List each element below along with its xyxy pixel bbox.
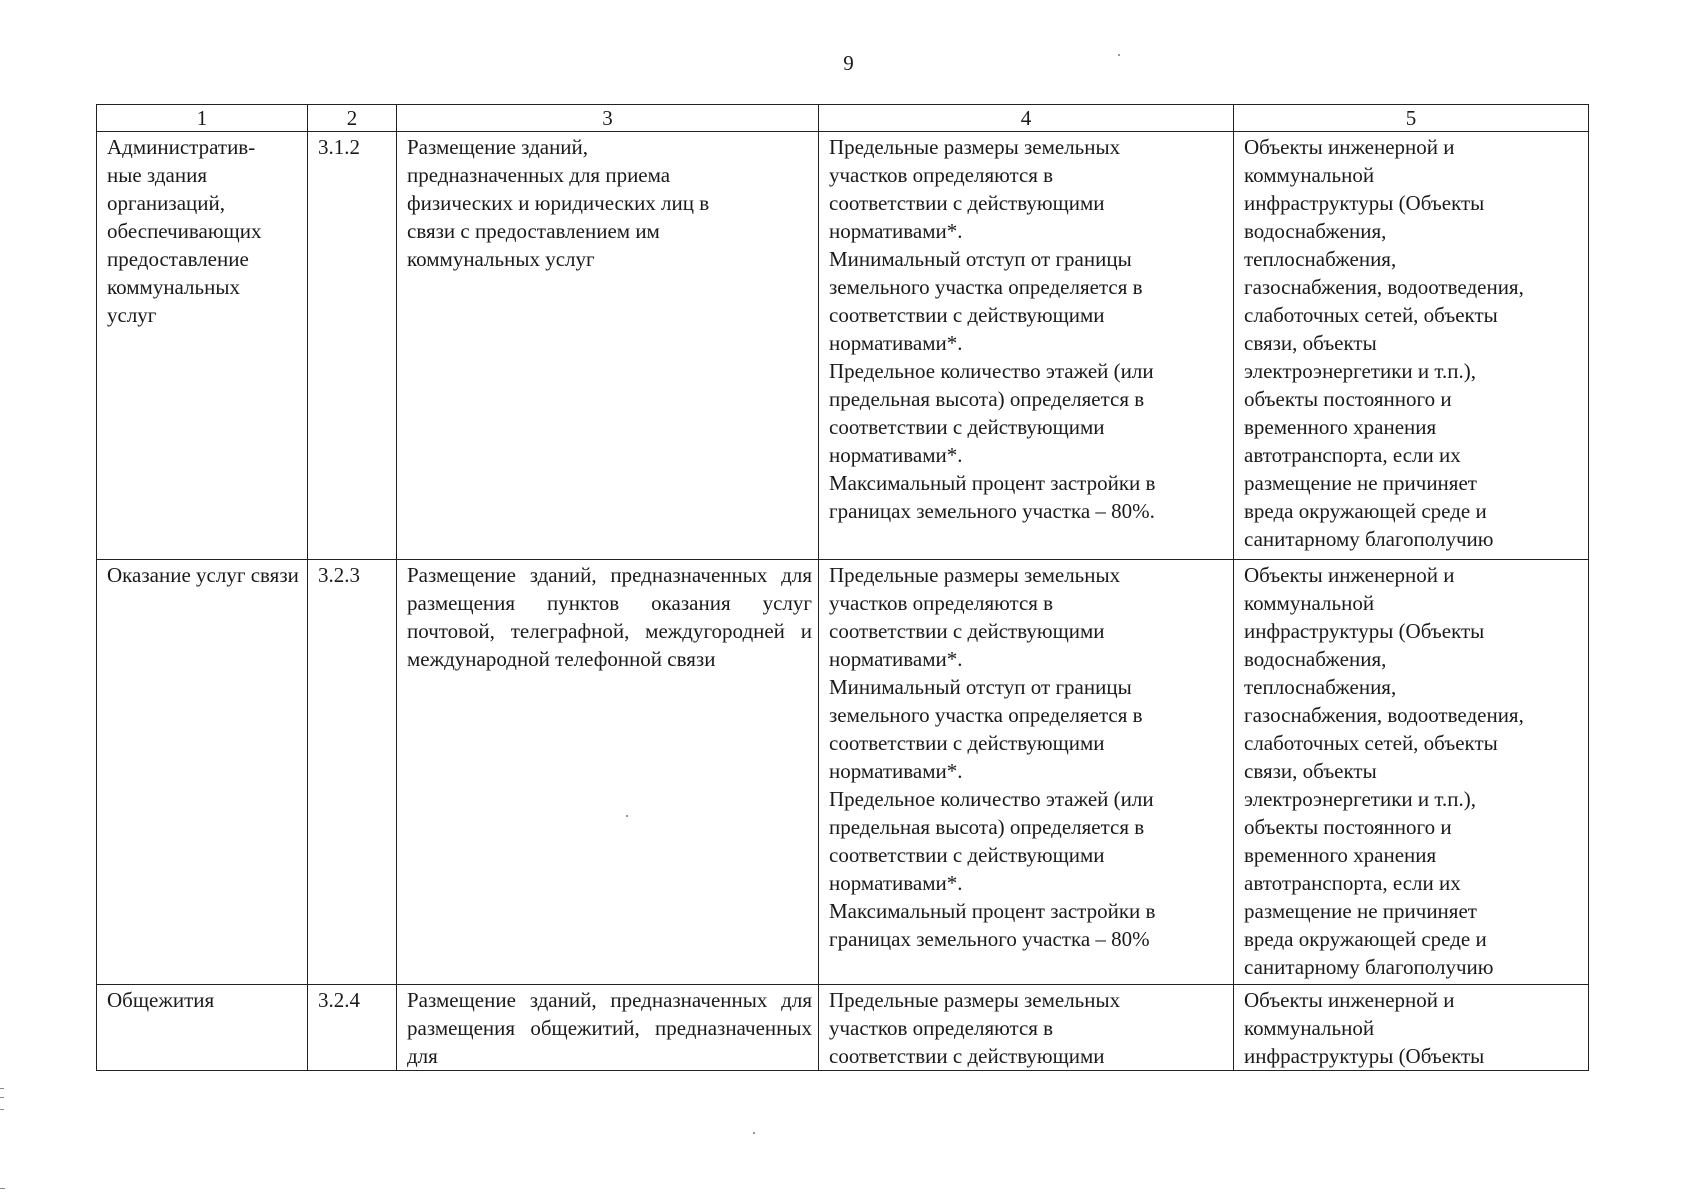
auxiliary-uses-text: Объекты инженерной и коммунальной инфраструктуры (Объекты водоснабжения, теплоснабжения, газоснабжения, водоотведения, слаботочных сетей, объекты связи, объекты электроэнергетики и т.п.), объекты постоянного и временного хранения автотранспорта, если их размещение не причиняет вреда окружающей среде и санитарному благополучию xyxy=(1244,563,1524,979)
scan-speck xyxy=(1118,54,1120,56)
auxiliary-uses-cell xyxy=(1234,132,1589,560)
page-number: 9 xyxy=(843,51,854,75)
use-description-cell xyxy=(397,132,819,560)
use-code: 3.1.2 xyxy=(318,135,360,159)
scan-speck xyxy=(626,815,628,817)
use-description-cell xyxy=(397,985,819,1071)
parameters-cell xyxy=(819,985,1234,1071)
header-col-2: 2 xyxy=(308,105,397,132)
use-description-cell xyxy=(397,560,819,985)
parameters-text: Предельные размеры земельных участков определяются в соответствии с действующими xyxy=(829,988,1121,1068)
header-col-4: 4 xyxy=(819,105,1234,132)
scan-margin-marks xyxy=(0,1088,4,1110)
use-description: Размещение зданий, предназначенных для размещения общежитий, предназначенных для xyxy=(407,988,812,1068)
table-row xyxy=(97,132,1589,560)
use-description: Размещение зданий, предназначенных для приема физических и юридических лиц в связи с предоставлением им коммунальных услуг xyxy=(407,135,710,271)
table-header-row xyxy=(97,105,1589,132)
use-description: Размещение зданий, предназначенных для размещения пунктов оказания услуг почтовой, телеграфной, междугородней и международной телефонной связи xyxy=(407,563,812,671)
use-name: Административ- ные здания организаций, обеспечивающих предоставление коммунальных услуг xyxy=(107,135,262,327)
header-col-3: 3 xyxy=(397,105,819,132)
use-name-cell xyxy=(97,560,308,985)
scan-margin-dash xyxy=(0,1188,5,1189)
use-code-cell xyxy=(308,560,397,985)
use-name: Оказание услуг связи xyxy=(107,563,299,587)
auxiliary-uses-cell xyxy=(1234,985,1589,1071)
table-row xyxy=(97,560,1589,985)
use-code: 3.2.3 xyxy=(318,563,360,587)
use-name: Общежития xyxy=(107,988,215,1012)
auxiliary-uses-text: Объекты инженерной и коммунальной инфраструктуры (Объекты xyxy=(1244,988,1485,1068)
parameters-cell xyxy=(819,560,1234,985)
parameters-text: Предельные размеры земельных участков определяются в соответствии с действующими нормативами*. Минимальный отступ от границы земельного участка определяется в соответствии с действующими нормативами*. Предельное количество этажей (или предельная высота) определяется в соответствии с действующими нормативами*. Максимальный процент застройки в границах земельного участка – 80%. xyxy=(829,135,1156,523)
use-name-cell xyxy=(97,132,308,560)
use-code-cell xyxy=(308,132,397,560)
use-code: 3.2.4 xyxy=(318,988,360,1012)
table-row xyxy=(97,985,1589,1071)
header-col-1: 1 xyxy=(97,105,308,132)
auxiliary-uses-text: Объекты инженерной и коммунальной инфраструктуры (Объекты водоснабжения, теплоснабжения, газоснабжения, водоотведения, слаботочных сетей, объекты связи, объекты электроэнергетики и т.п.), объекты постоянного и временного хранения автотранспорта, если их размещение не причиняет вреда окружающей среде и санитарному благополучию xyxy=(1244,135,1524,551)
parameters-text: Предельные размеры земельных участков определяются в соответствии с действующими нормативами*. Минимальный отступ от границы земельного участка определяется в соответствии с действующими нормативами*. Предельное количество этажей (или предельная высота) определяется в соответствии с действующими нормативами*. Максимальный процент застройки в границах земельного участка – 80% xyxy=(829,563,1156,951)
scan-speck xyxy=(753,1132,755,1134)
auxiliary-uses-cell xyxy=(1234,560,1589,985)
use-name-cell xyxy=(97,985,308,1071)
land-use-table xyxy=(96,104,1589,1071)
header-col-5: 5 xyxy=(1234,105,1589,132)
parameters-cell xyxy=(819,132,1234,560)
use-code-cell xyxy=(308,985,397,1071)
